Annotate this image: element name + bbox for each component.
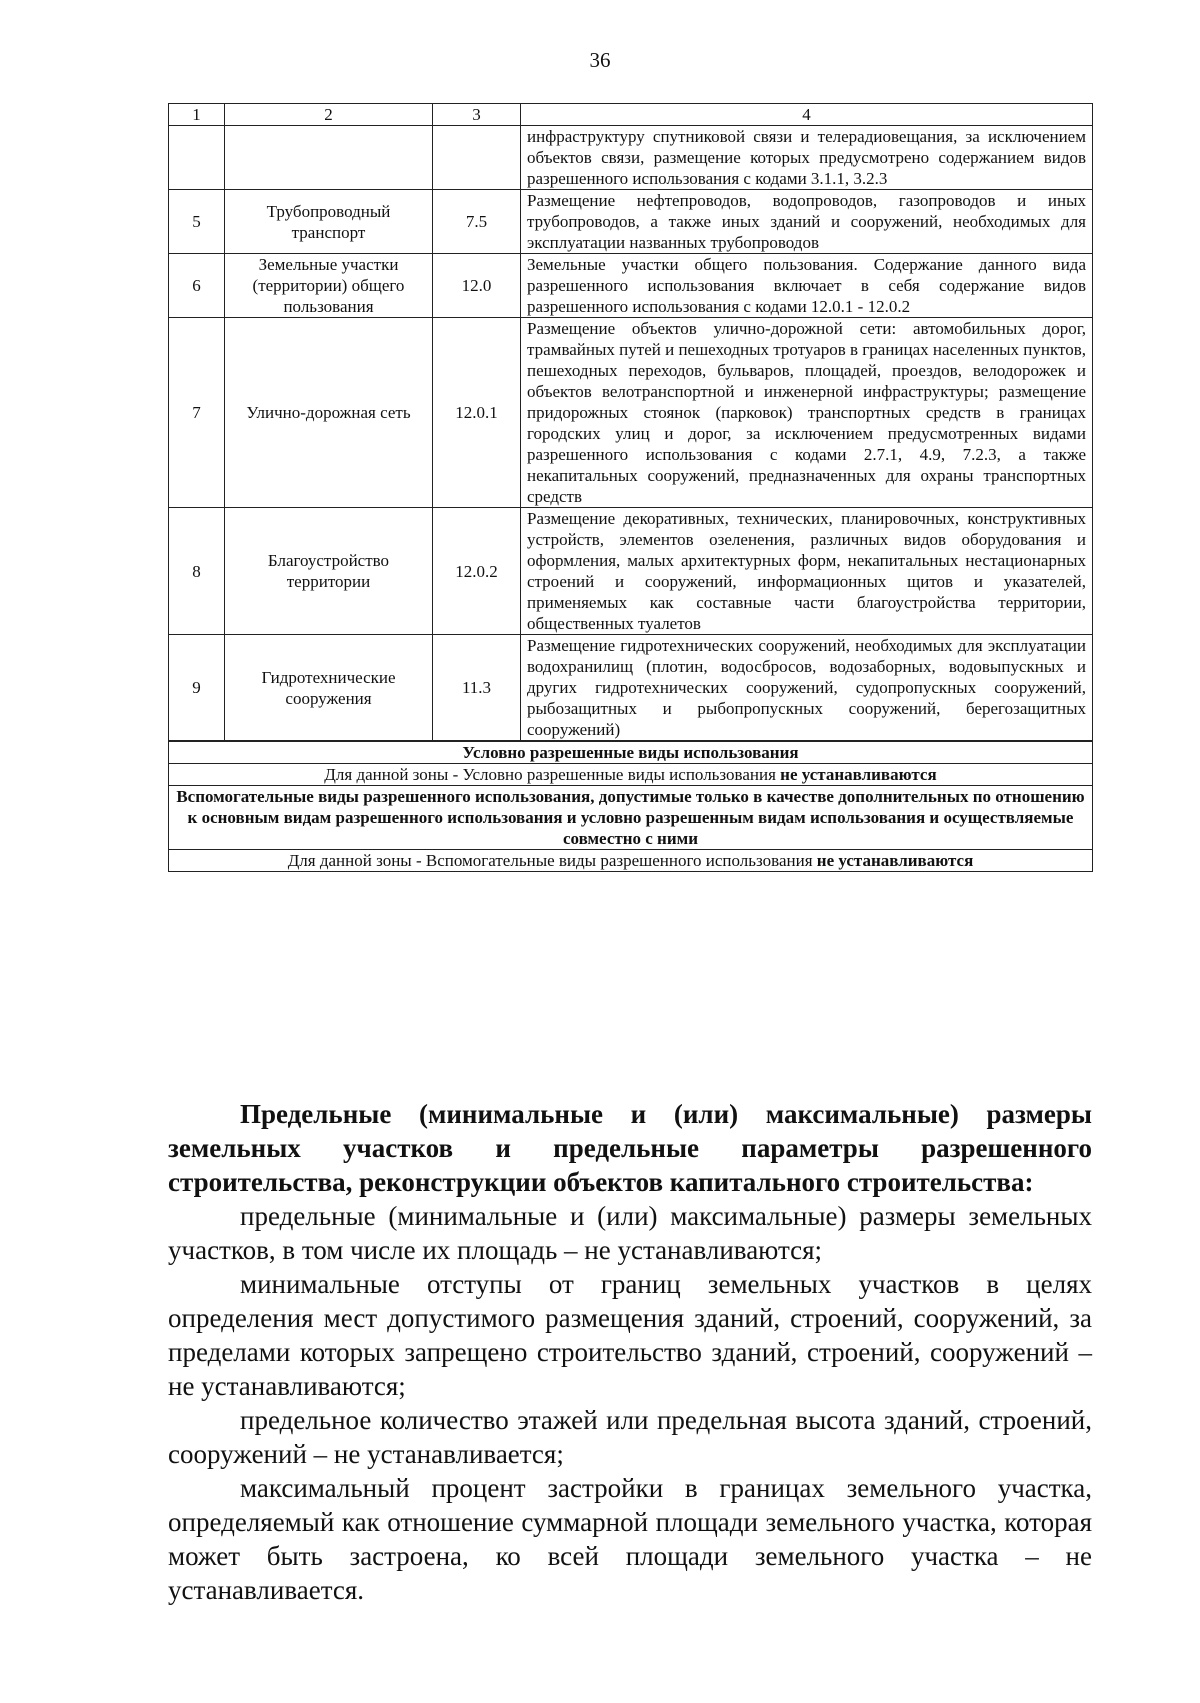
- use-type-code: 12.0: [433, 254, 521, 318]
- use-type-description: Размещение гидротехнических сооружений, необходимых для эксплуатации водохранилищ (плотин, водосбросов, водозаборных, водовыпускных и других гидротехнических сооружений, судопропускных сооружений, рыбозащитных и рыбопропускных сооружений, берегозащитных сооружений): [521, 635, 1093, 741]
- table-row: [169, 318, 1093, 508]
- row-number: 9: [169, 635, 225, 741]
- table-row: [169, 126, 1093, 190]
- table-header-row: [169, 104, 1093, 126]
- use-type-code: 11.3: [433, 635, 521, 741]
- conditional-uses-note-status: не устанавливаются: [780, 765, 937, 784]
- auxiliary-uses-note-text: Для данной зоны - Вспомогательные виды разрешенного использования: [287, 851, 817, 870]
- limits-paragraph: минимальные отступы от границ земельных участков в целях определения мест допустимого размещения зданий, строений, сооружений, за пределами которых запрещено строительство зданий, строений, сооружений – не устанавливаются;: [168, 1269, 1092, 1401]
- use-type-name: Благоустройство территории: [225, 508, 433, 635]
- table-row: [169, 508, 1093, 635]
- auxiliary-uses-note-status: не устанавливаются: [816, 851, 974, 870]
- conditional-uses-note-row: [169, 764, 1093, 786]
- row-number: 8: [169, 508, 225, 635]
- conditional-uses-heading-row: [169, 742, 1093, 764]
- conditional-uses-note-text: Для данной зоны - Условно разрешенные виды использования: [324, 765, 781, 784]
- column-header: 2: [225, 104, 433, 126]
- auxiliary-uses-note-row: [169, 850, 1093, 872]
- auxiliary-uses-heading-row: [169, 786, 1093, 850]
- use-type-description: Размещение нефтепроводов, водопроводов, газопроводов и иных трубопроводов, а также иных зданий и сооружений, необходимых для эксплуатации названных трубопроводов: [521, 190, 1093, 254]
- table-row: [169, 190, 1093, 254]
- use-type-name: [225, 126, 433, 190]
- limits-heading: Предельные (минимальные и (или) максимальные) размеры земельных участков и предельные параметры разрешенного строительства, реконструкции объектов капитального строительства:: [168, 1099, 1092, 1197]
- column-header: 1: [169, 104, 225, 126]
- row-number: [169, 126, 225, 190]
- auxiliary-uses-note: [169, 850, 1093, 872]
- conditional-uses-note: [169, 764, 1093, 786]
- use-type-description: Размещение декоративных, технических, планировочных, конструктивных устройств, элементов озеленения, различных видов оборудования и оформления, малых архитектурных форм, некапитальных нестационарных строений и сооружений, информационных щитов и указателей, применяемых как составные части благоустройства территории, общественных туалетов: [521, 508, 1093, 635]
- land-use-table: [168, 103, 1093, 872]
- limits-paragraph: предельные (минимальные и (или) максимальные) размеры земельных участков, в том числе их площадь – не устанавливаются;: [168, 1201, 1092, 1265]
- use-type-code: [433, 126, 521, 190]
- use-type-code: 12.0.2: [433, 508, 521, 635]
- use-type-description: Земельные участки общего пользования. Содержание данного вида разрешенного использования включает в себя содержание видов разрешенного использования с кодами 12.0.1 - 12.0.2: [521, 254, 1093, 318]
- limits-section: [168, 1097, 1092, 1607]
- use-type-description: Размещение объектов улично-дорожной сети: автомобильных дорог, трамвайных путей и пешеходных тротуаров в границах населенных пунктов, пешеходных переходов, бульваров, площадей, проездов, велодорожек и объектов велотранспортной и инженерной инфраструктуры; размещение придорожных стоянок (парковок) транспортных средств в границах городских улиц и дорог, за исключением предусмотренных видами разрешенного использования с кодами 2.7.1, 4.9, 7.2.3, а также некапитальных сооружений, предназначенных для охраны транспортных средств: [521, 318, 1093, 508]
- use-type-name: Улично-дорожная сеть: [225, 318, 433, 508]
- table-row: [169, 635, 1093, 741]
- use-type-code: 7.5: [433, 190, 521, 254]
- table-row: [169, 254, 1093, 318]
- auxiliary-uses-heading: Вспомогательные виды разрешенного использования, допустимые только в качестве дополнительных по отношению к основным видам разрешенного использования и условно разрешенным видам использования и осуществляемые совместно с ними: [169, 786, 1093, 850]
- use-type-name: Гидротехнические сооружения: [225, 635, 433, 741]
- limits-paragraph: предельное количество этажей или предельная высота зданий, строений, сооружений – не устанавливается;: [168, 1405, 1092, 1469]
- use-type-code: 12.0.1: [433, 318, 521, 508]
- use-type-name: Земельные участки (территории) общего пользования: [225, 254, 433, 318]
- column-header: 3: [433, 104, 521, 126]
- limits-paragraph: максимальный процент застройки в границах земельного участка, определяемый как отношение суммарной площади земельного участка, которая может быть застроена, ко всей площади земельного участка – не устанавливается.: [168, 1473, 1092, 1605]
- page-number: 36: [589, 48, 611, 72]
- use-type-name: Трубопроводный транспорт: [225, 190, 433, 254]
- row-number: 6: [169, 254, 225, 318]
- column-header: 4: [521, 104, 1093, 126]
- use-type-description: инфраструктуру спутниковой связи и телерадиовещания, за исключением объектов связи, размещение которых предусмотрено содержанием видов разрешенного использования с кодами 3.1.1, 3.2.3: [521, 126, 1093, 190]
- row-number: 7: [169, 318, 225, 508]
- row-number: 5: [169, 190, 225, 254]
- conditional-uses-heading: Условно разрешенные виды использования: [169, 742, 1093, 764]
